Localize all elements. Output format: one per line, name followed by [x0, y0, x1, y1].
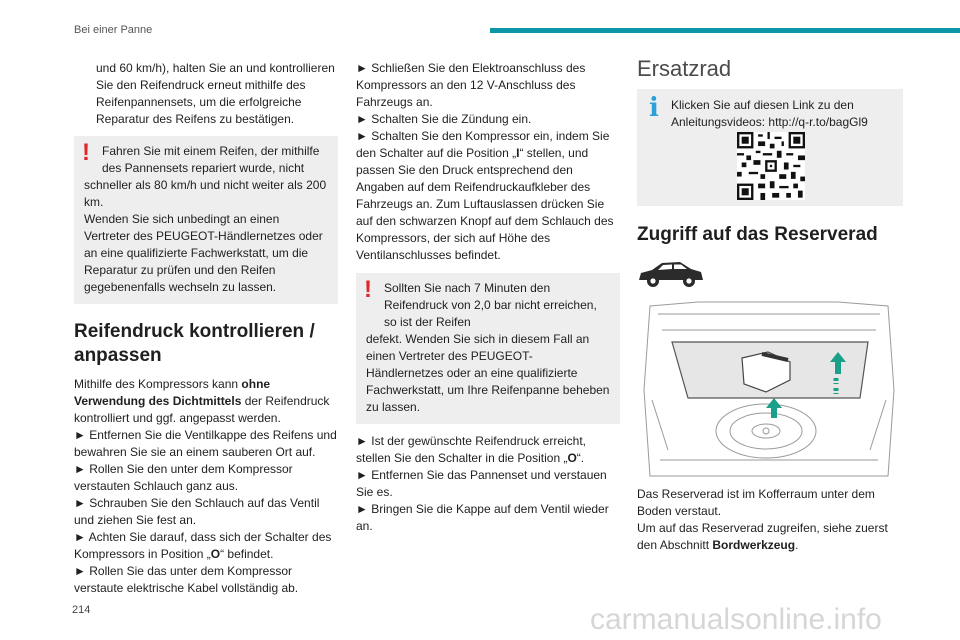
header-accent-bar: [490, 28, 960, 33]
arrow-icon: ►: [356, 112, 368, 126]
arrow-icon: ►: [74, 564, 86, 578]
trunk-spare-wheel-illustration: [638, 300, 900, 478]
column-1: [74, 60, 338, 597]
body-text: Mithilfe des Kompressors kann: [74, 377, 242, 391]
suv-silhouette-icon: [636, 258, 706, 290]
step-item: [74, 461, 338, 495]
step-text: Ist der gewünschte Reifendruck erreicht, stellen Sie den Schalter in die Position „: [356, 434, 587, 465]
body-paragraph: [74, 376, 338, 427]
warning-box: [74, 136, 338, 304]
step-text: Bringen Sie die Kappe auf dem Ventil wieder an.: [356, 502, 609, 533]
step-text: Achten Sie darauf, dass sich der Schalter des Kompressors in Position „: [74, 530, 332, 561]
step-text: “ stellen, und passen Sie den Druck entsprechend den Angaben auf dem Reifendruckaufkleber des Fahrzeugs an. Zum Luftauslassen drücken Sie auf den schwarzen Knopf auf dem Schlauch des Kompressors, der sich auf Höhe des Ventilanschlusses befindet.: [356, 146, 614, 262]
qr-code-icon[interactable]: [737, 132, 805, 200]
body-text: Um auf das Reserverad zugreifen, siehe zuerst den Abschnitt: [637, 521, 888, 552]
warning-text: Fahren Sie mit einem Reifen, der mithilfe des Pannensets repariert wurde, nicht: [102, 144, 320, 175]
page-number: 214: [72, 604, 91, 616]
step-text: Schrauben Sie den Schlauch auf das Ventil und ziehen Sie fest an.: [74, 496, 320, 527]
step-bold: O: [567, 451, 577, 465]
body-paragraph: [637, 520, 901, 554]
column-3-text: [637, 486, 901, 554]
step-text: Schalten Sie den Kompressor ein, indem Sie den Schalter auf die Position „: [356, 129, 610, 160]
step-item: [74, 495, 338, 529]
header-title: Bei einer Panne: [74, 24, 153, 36]
warning-text: schneller als 80 km/h und nicht weiter als 200 km.: [84, 178, 327, 209]
warning-text: Wenden Sie sich unbedingt an einen Vertreter des PEUGEOT-Händlernetzes oder an eine qualifizierte Fachwerkstatt, um die Reparatur zu prüfen und den Reifen gegebenenfalls wechseln zu lassen.: [84, 212, 323, 294]
arrow-icon: ►: [74, 428, 86, 442]
warning-box: [356, 273, 620, 424]
arrow-icon: ►: [356, 129, 368, 143]
info-icon: i: [649, 93, 659, 123]
warning-text: defekt. Wenden Sie sich in diesem Fall an einen Vertreter des PEUGEOT-Händlernetzes oder an eine qualifizierte Fachwerkstatt, um Ihre Reifenpanne beheben zu lassen.: [366, 332, 610, 414]
info-text[interactable]: Klicken Sie auf diesen Link zu den Anleitungsvideos: http://q-r.to/bagGl9: [671, 98, 868, 129]
watermark: carmanualsonline.info: [590, 603, 882, 636]
body-text: der Reifendruck kontrolliert und ggf. angepasst werden.: [74, 394, 330, 425]
arrow-icon: ►: [74, 530, 86, 544]
arrow-icon: ►: [356, 502, 368, 516]
arrow-icon: ►: [356, 468, 368, 482]
section-heading: Reifendruck kontrollieren / anpassen: [74, 321, 315, 366]
step-text: Rollen Sie den unter dem Kompressor verstauten Schlauch ganz aus.: [74, 462, 293, 493]
step-item: [74, 427, 338, 461]
step-text: “ befindet.: [220, 547, 274, 561]
step-text: Schließen Sie den Elektroanschluss des Kompressors an den 12 V-Anschluss des Fahrzeugs an.: [356, 61, 586, 109]
body-paragraph: Das Reserverad ist im Kofferraum unter dem Boden verstaut.: [637, 487, 875, 518]
intro-paragraph: und 60 km/h), halten Sie an und kontrollieren Sie den Reifendruck erneut mithilfe des Reifenpannensets, um die erfolgreiche Reparatur des Reifens zu bestätigen.: [96, 61, 335, 126]
arrow-icon: ►: [74, 462, 86, 476]
info-box: [637, 89, 903, 206]
step-item: [356, 467, 620, 501]
section-heading-ersatzrad: Ersatzrad: [637, 56, 732, 81]
warning-text: Sollten Sie nach 7 Minuten den Reifendruck von 2,0 bar nicht erreichen, so ist der Reifen: [384, 281, 597, 329]
step-item: [356, 60, 620, 111]
step-bold: O: [210, 547, 221, 561]
body-bold: ohne Verwendung des Dichtmittels: [74, 377, 271, 408]
step-text: “.: [576, 451, 585, 465]
step-text: Schalten Sie die Zündung ein.: [371, 112, 532, 126]
arrow-icon: ►: [74, 496, 86, 510]
step-item: [356, 501, 620, 535]
step-text: Entfernen Sie die Ventilkappe des Reifens und bewahren Sie sie an einem sauberen Ort auf.: [74, 428, 337, 459]
exclamation-icon: !: [364, 276, 372, 303]
arrow-icon: ►: [356, 61, 368, 75]
step-text: Entfernen Sie das Pannenset und verstauen Sie es.: [356, 468, 607, 499]
body-bold: Bordwerkzeug: [712, 538, 796, 552]
body-text: .: [795, 538, 799, 552]
step-text: Rollen Sie das unter dem Kompressor verstaute elektrische Kabel vollständig ab.: [74, 564, 299, 595]
step-item: [356, 128, 620, 264]
section-heading-zugriff: Zugriff auf das Reserverad: [637, 224, 878, 245]
step-bold: I: [516, 146, 520, 160]
step-item: [74, 563, 338, 597]
step-item: [356, 433, 620, 467]
column-2: [356, 60, 620, 535]
exclamation-icon: !: [82, 139, 90, 166]
step-item: [74, 529, 338, 563]
step-item: [356, 111, 620, 128]
arrow-icon: ►: [356, 434, 368, 448]
